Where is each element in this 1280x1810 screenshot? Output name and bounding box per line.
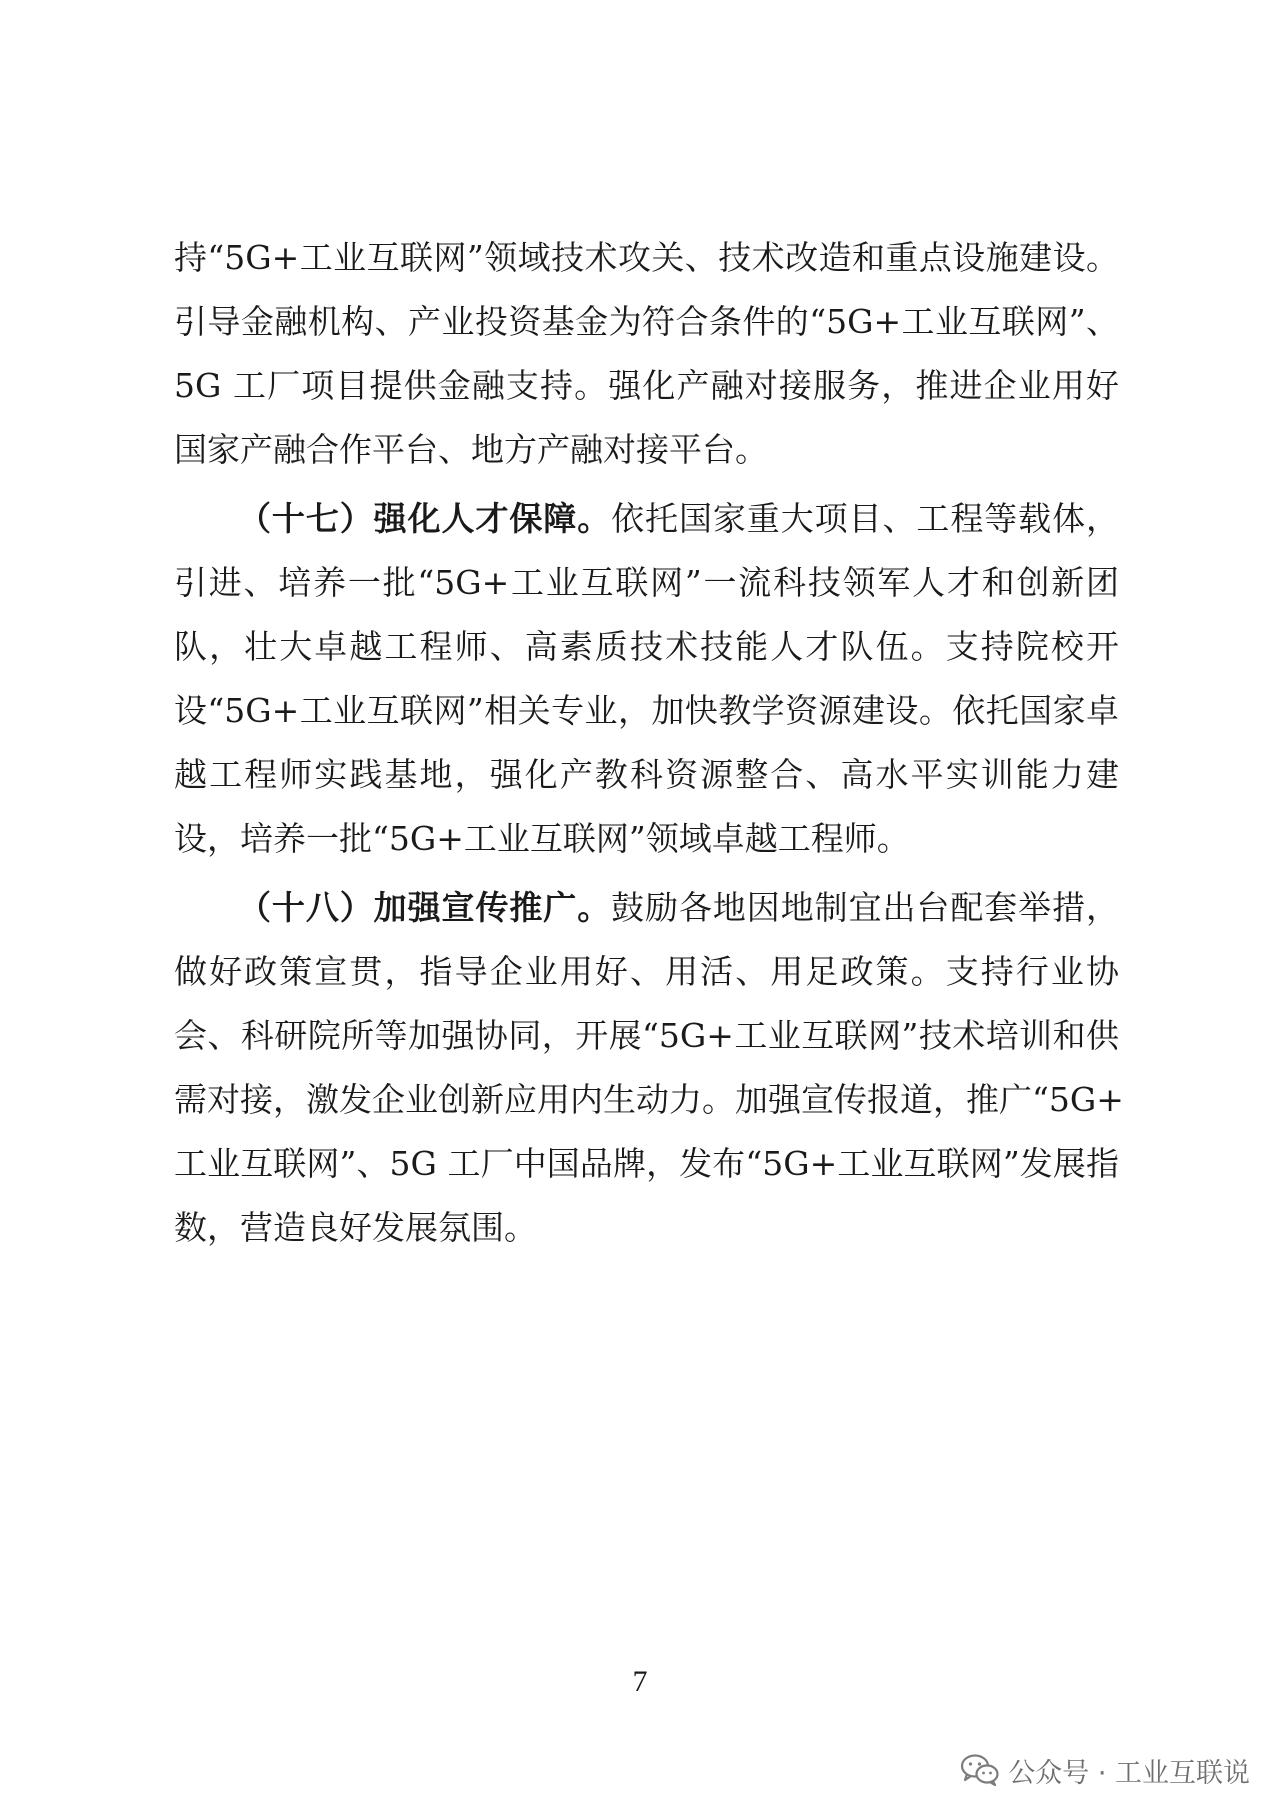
paragraph-promotion — [174, 876, 1124, 1260]
text-line: 设，培养一批“5G+工业互联网”领域卓越工程师。 — [174, 819, 910, 858]
text-line: 国家产融合作平台、地方产融对接平台。 — [174, 430, 768, 469]
body-text — [174, 226, 1124, 1260]
text-line: 会、科研院所等加强协同，开展“5G+工业互联网”技术培训和供 — [174, 1016, 1119, 1055]
text-line: 队，壮大卓越工程师、高素质技术技能人才队伍。支持院校开 — [174, 627, 1119, 666]
paragraph-talent — [174, 487, 1119, 871]
text-run: 鼓励各地因地制宜出台配套举措， — [611, 888, 1120, 927]
page-number: 7 — [632, 1665, 648, 1698]
text-line — [174, 876, 1119, 940]
text-run: 依托国家重大项目、工程等载体， — [611, 499, 1120, 538]
wechat-icon — [960, 1753, 1000, 1787]
section-heading: （十七）强化人才保障。 — [238, 499, 612, 538]
section-heading: （十八）加强宣传推广。 — [238, 888, 612, 927]
text-line: 持“5G+工业互联网”领域技术攻关、技术改造和重点设施建设。 — [174, 238, 1119, 277]
text-line: 越工程师实践基地，强化产教科资源整合、高水平实训能力建 — [174, 755, 1119, 794]
text-line: 引进、培养一批“5G+工业互联网”一流科技领军人才和创新团 — [174, 563, 1119, 602]
watermark — [960, 1750, 1250, 1790]
text-line: 数，营造良好发展氛围。 — [174, 1208, 537, 1247]
text-line: 引导金融机构、产业投资基金为符合条件的“5G+工业互联网”、 — [174, 302, 1119, 341]
text-line: 5G 工厂项目提供金融支持。强化产融对接服务，推进企业用好 — [174, 366, 1119, 405]
watermark-text: 公众号 · 工业互联说 — [1008, 1757, 1250, 1789]
text-line: 做好政策宣贯，指导企业用好、用活、用足政策。支持行业协 — [174, 952, 1119, 991]
text-line — [174, 487, 1119, 551]
text-line: 需对接，激发企业创新应用内生动力。加强宣传报道，推广“5G+ — [174, 1080, 1124, 1119]
paragraph-continuation — [174, 226, 1119, 482]
text-line: 设“5G+工业互联网”相关专业，加快教学资源建设。依托国家卓 — [174, 691, 1119, 730]
text-line: 工业互联网”、5G 工厂中国品牌，发布“5G+工业互联网”发展指 — [174, 1144, 1119, 1183]
